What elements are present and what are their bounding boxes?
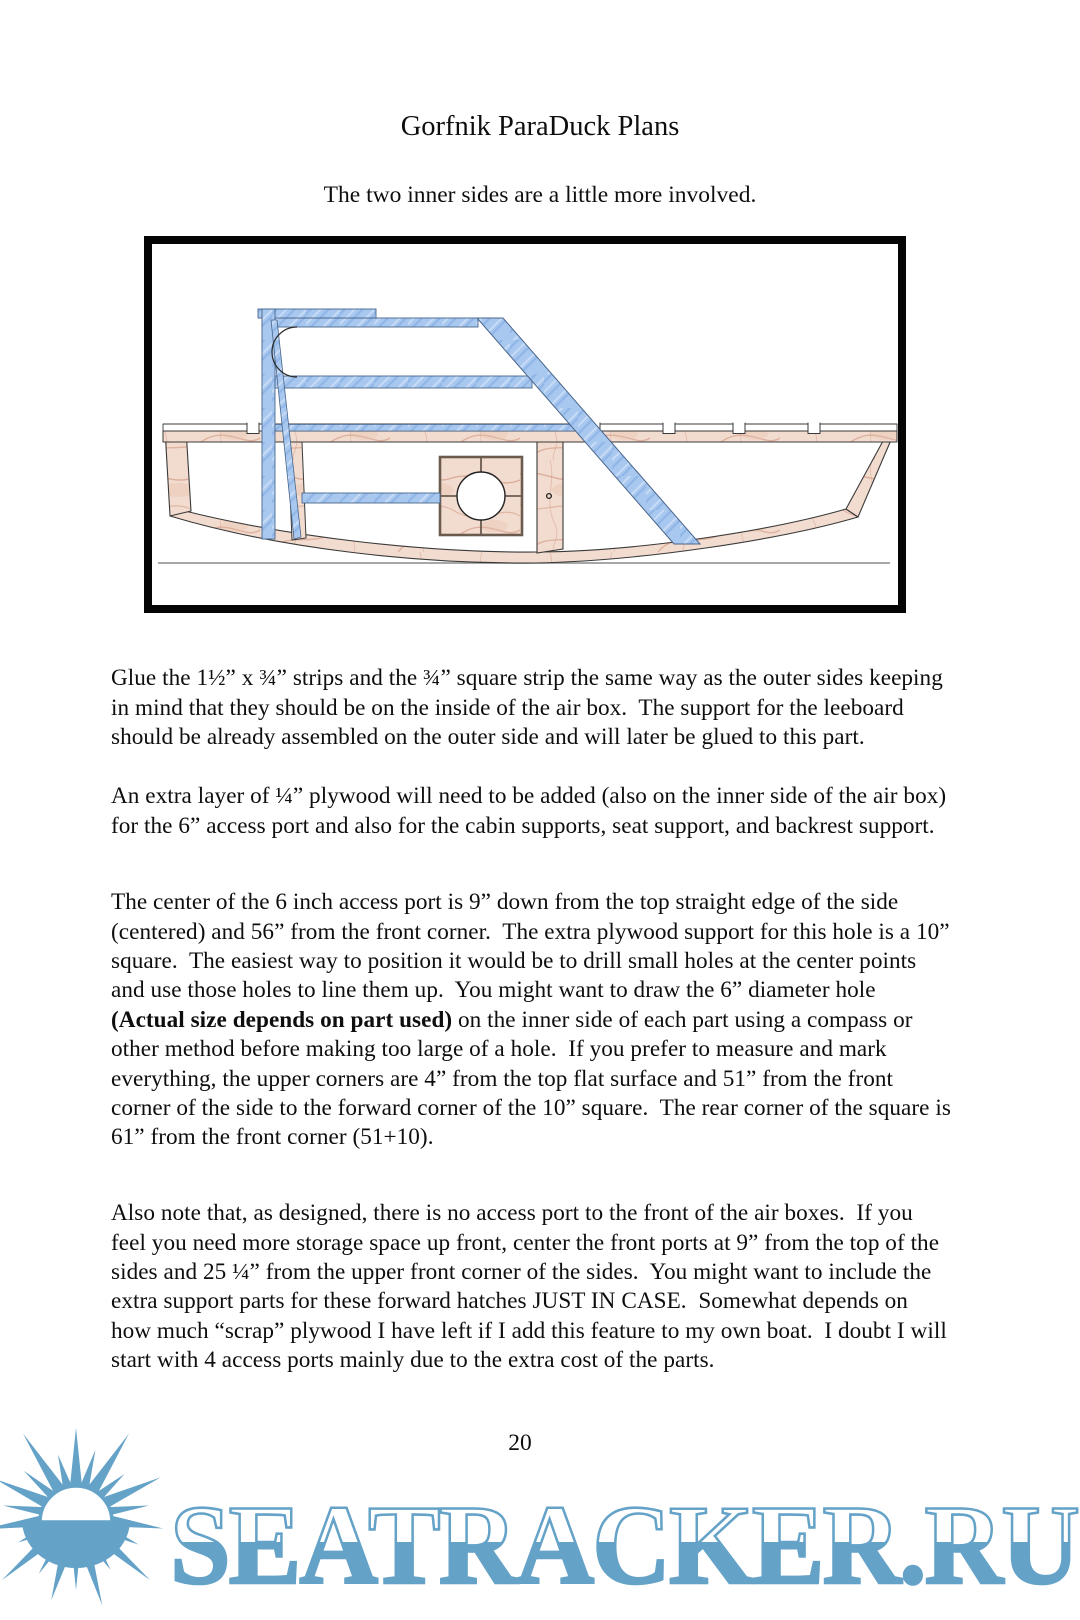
paragraph-extra-plywood: An extra layer of ¼” plywood will need to be added (also on the inner side of the air box) for the 6” access port and also for the cabin supports, seat support, and backrest support. — [111, 783, 952, 839]
upper-strip — [262, 318, 478, 327]
top-edge-strip — [270, 424, 587, 431]
page-subtitle: The two inner sides are a little more involved. — [323, 182, 757, 208]
access-hole — [457, 472, 505, 520]
page-number: 20 — [508, 1430, 532, 1456]
paragraph-front-ports-note: Also note that, as designed, there is no access port to the front of the air boxes. If you feel you need more storage space up front, center the front ports at 9” from the top of the sides and 25 ¼” from the upper front corner of the sides. You might want to include the extra support parts for these forward hatches JUST IN CASE. Somewhat depends on how much “scrap” plywood I have left if I add this feature to my own boat. I doubt I will start with 4 access ports mainly due to the extra cost of the parts. — [111, 1200, 953, 1374]
sea-half-icon — [22, 1520, 130, 1568]
page-title: Gorfnik ParaDuck Plans — [400, 111, 680, 142]
plan-drawing-frame — [144, 236, 906, 613]
plan-drawing — [152, 244, 898, 605]
watermark-text: SEATRACKER.RU — [170, 1483, 1078, 1608]
cap-strip — [258, 309, 376, 318]
watermark — [0, 1385, 1080, 1620]
paragraph-access-port-position: The center of the 6 inch access port is 9” down from the top straight edge of the side (centered) and 56” from the front corner. The extra plywood support for this hole is a 10” square. The easiest way to position it would be to drill small holes at the center points and use those holes to line them up. You might want to draw the 6” diameter hole (Actual size depends on part used) on the inner side of each part using a compass or other method before making too large of a hole. If you prefer to measure and mark everything, the upper corners are 4” from the top flat surface and 51” from the front corner of the side to the forward corner of the 10” square. The rear corner of the square is 61” from the front corner (51+10). — [111, 889, 957, 1151]
mid-cabin-strip — [263, 376, 532, 388]
paragraph-glue-strips: Glue the 1½” x ¾” strips and the ¾” square strip the same way as the outer sides keeping in mind that they should be on the inside of the air box. The support for the leeboard should be already assembled on the outer side and will later be glued to this part. — [111, 665, 949, 750]
access-port-square — [440, 457, 522, 535]
seat-support-strip — [302, 493, 440, 503]
sun-logo-icon — [0, 1428, 163, 1605]
